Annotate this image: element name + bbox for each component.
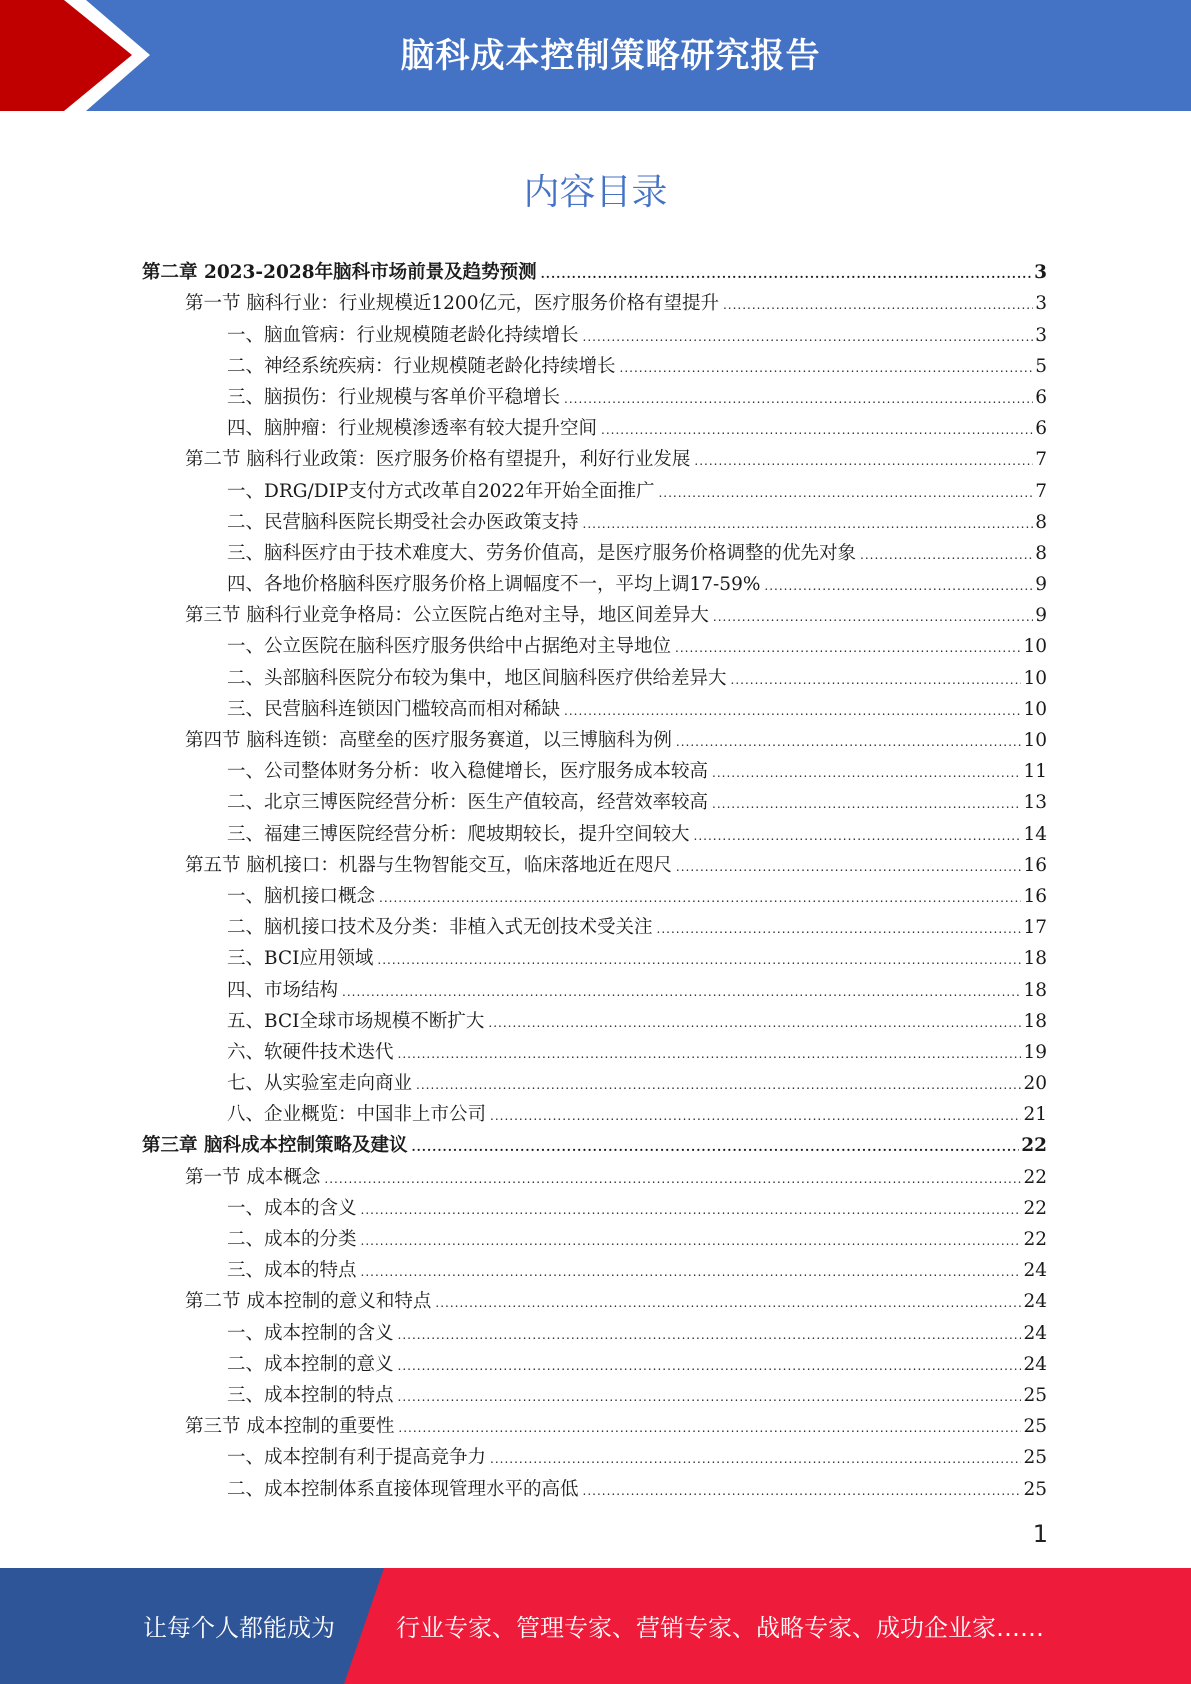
toc-leader-dots: [411, 1141, 1019, 1153]
toc-leader-dots: [377, 954, 1021, 966]
toc-leader-dots: [860, 549, 1033, 561]
toc-subsection[interactable]: [142, 1438, 1047, 1469]
toc-entry-text: 二、脑机接口技术及分类：非植入式无创技术受关注: [227, 917, 653, 939]
toc-section[interactable]: [142, 1282, 1047, 1313]
toc-entry-text: 三、成本的特点: [227, 1260, 357, 1282]
toc-subsection[interactable]: [142, 1469, 1047, 1500]
toc-page-number: 19: [1023, 1041, 1047, 1063]
toc-entry-text: 第三节 脑科行业竞争格局：公立医院占绝对主导，地区间差异大: [185, 605, 709, 627]
toc-subsection[interactable]: [142, 565, 1047, 596]
toc-page-number: 16: [1023, 854, 1047, 876]
toc-subsection[interactable]: [142, 939, 1047, 970]
toc-leader-dots: [490, 1110, 1021, 1122]
toc-leader-dots: [488, 1017, 1021, 1029]
toc-page-number: 17: [1023, 917, 1047, 939]
toc-entry-text: 二、北京三博医院经营分析：医生产值较高，经营效率较高: [227, 792, 709, 814]
toc-leader-dots: [764, 580, 1033, 592]
toc-page-number: 10: [1023, 636, 1047, 658]
toc-entry-text: 第二节 成本控制的意义和特点: [185, 1291, 432, 1313]
toc-page-number: 24: [1023, 1353, 1047, 1375]
toc-subsection[interactable]: [142, 877, 1047, 908]
toc-entry-text: 一、公司整体财务分析：收入稳健增长，医疗服务成本较高: [227, 761, 709, 783]
toc-page-number: 24: [1023, 1291, 1047, 1313]
toc-page-number: 11: [1023, 761, 1047, 783]
toc-page-number: 25: [1023, 1478, 1047, 1500]
toc-page-number: 22: [1023, 1229, 1047, 1250]
toc-entry-text: 四、市场结构: [227, 979, 339, 1001]
toc-subsection[interactable]: [142, 783, 1047, 814]
footer-slogan-left: 让每个人都能成为: [143, 1614, 335, 1642]
toc-leader-dots: [712, 798, 1021, 810]
toc-section[interactable]: [142, 1157, 1047, 1188]
toc-leader-dots: [583, 518, 1034, 530]
toc-entry-text: 八、企业概览：中国非上市公司: [227, 1104, 487, 1126]
toc-chapter[interactable]: [142, 1126, 1047, 1157]
toc-title: 内容目录: [523, 172, 668, 213]
toc-page-number: 18: [1023, 979, 1047, 1001]
toc-page-number: 14: [1023, 823, 1047, 845]
toc-entry-text: 五、BCI全球市场规模不断扩大: [227, 1010, 485, 1032]
toc-leader-dots: [564, 393, 1033, 405]
toc-leader-dots: [694, 830, 1022, 842]
toc-leader-dots: [398, 1391, 1022, 1403]
toc-entry-text: 二、成本控制的意义: [227, 1353, 394, 1375]
toc-section[interactable]: [142, 596, 1047, 627]
toc-subsection[interactable]: [142, 1095, 1047, 1126]
toc-subsection[interactable]: [142, 503, 1047, 534]
toc-page-number: 7: [1035, 480, 1047, 502]
toc-subsection[interactable]: [142, 752, 1047, 783]
toc-leader-dots: [583, 1485, 1022, 1497]
toc-page-number: 8: [1035, 511, 1047, 533]
toc-entry-text: 第一节 脑科行业：行业规模近1200亿元，医疗服务价格有望提升: [185, 293, 719, 315]
toc-page-number: 3: [1035, 293, 1047, 315]
toc-subsection[interactable]: [142, 814, 1047, 845]
toc-entry-text: 一、脑机接口概念: [227, 885, 376, 907]
toc-leader-dots: [379, 892, 1021, 904]
toc-leader-dots: [601, 424, 1033, 436]
page-number: 1: [1032, 1520, 1048, 1548]
toc-entry-text: 第二章 2023-2028年脑科市场前景及趋势预测: [142, 262, 537, 284]
toc-page-number: 18: [1023, 1010, 1047, 1032]
toc-entry-text: 六、软硬件技术迭代: [227, 1041, 394, 1063]
toc-page-number: 25: [1023, 1447, 1047, 1469]
toc-subsection[interactable]: [142, 970, 1047, 1001]
toc-leader-dots: [490, 1453, 1021, 1465]
toc-subsection[interactable]: [142, 471, 1047, 502]
toc-entry-text: 一、DRG/DIP支付方式改革自2022年开始全面推广: [227, 480, 655, 502]
toc-subsection[interactable]: [142, 315, 1047, 346]
toc-leader-dots: [564, 705, 1021, 717]
toc-subsection[interactable]: [142, 1064, 1047, 1095]
toc-leader-dots: [620, 362, 1034, 374]
toc-entry-text: 三、脑科医疗由于技术难度大、劳务价值高，是医疗服务价格调整的优先对象: [227, 542, 857, 564]
toc-section[interactable]: [142, 1407, 1047, 1438]
toc-subsection[interactable]: [142, 690, 1047, 721]
toc-leader-dots: [583, 331, 1034, 343]
toc-leader-dots: [398, 1329, 1022, 1341]
toc-subsection[interactable]: [142, 627, 1047, 658]
toc-page-number: 9: [1035, 574, 1047, 596]
toc-subsection[interactable]: [142, 658, 1047, 689]
toc-entry-text: 三、脑损伤：行业规模与客单价平稳增长: [227, 386, 561, 408]
toc-page-number: 10: [1023, 667, 1047, 689]
toc-subsection[interactable]: [142, 534, 1047, 565]
toc-chapter[interactable]: [142, 253, 1047, 284]
toc-page-number: 25: [1023, 1416, 1047, 1438]
toc-page-number: 13: [1023, 792, 1047, 814]
toc-page-number: 9: [1035, 605, 1047, 627]
toc-page-number: 8: [1035, 542, 1047, 564]
toc-entry-text: 一、成本控制的含义: [227, 1322, 394, 1344]
toc-entry-text: 第二节 脑科行业政策：医疗服务价格有望提升，利好行业发展: [185, 449, 691, 471]
toc-leader-dots: [416, 1079, 1021, 1091]
toc-page-number: 22: [1023, 1197, 1047, 1219]
report-title: 脑科成本控制策略研究报告: [400, 36, 821, 76]
footer-slogan-right: 行业专家、管理专家、营销专家、战略专家、成功企业家……: [396, 1614, 1044, 1642]
toc-leader-dots: [657, 923, 1022, 935]
toc-entry-text: 四、脑肿瘤：行业规模渗透率有较大提升空间: [227, 418, 598, 440]
toc-leader-dots: [361, 1235, 1022, 1247]
toc-entry-text: 三、福建三博医院经营分析：爬坡期较长，提升空间较大: [227, 823, 690, 845]
toc-subsection[interactable]: [142, 908, 1047, 939]
footer-banner: [0, 1568, 1191, 1684]
header-banner: [0, 0, 1191, 111]
toc-page-number: 24: [1023, 1260, 1047, 1282]
toc-page-number: 24: [1023, 1322, 1047, 1344]
toc-leader-dots: [676, 736, 1022, 748]
toc-leader-dots: [731, 674, 1022, 686]
toc-entry-text: 三、成本控制的特点: [227, 1384, 394, 1406]
toc-leader-dots: [676, 861, 1022, 873]
toc-page-number: 10: [1023, 698, 1047, 720]
toc-subsection[interactable]: [142, 1220, 1047, 1251]
toc-entry-text: 第三节 成本控制的重要性: [185, 1416, 395, 1438]
toc-leader-dots: [723, 299, 1033, 311]
toc-leader-dots: [675, 642, 1021, 654]
toc-leader-dots: [324, 1173, 1021, 1185]
table-of-contents: [142, 253, 1047, 1501]
toc-entry-text: 第五节 脑机接口：机器与生物智能交互，临床落地近在咫尺: [185, 854, 672, 876]
toc-leader-dots: [398, 1422, 1021, 1434]
toc-entry-text: 三、BCI应用领域: [227, 948, 374, 970]
toc-entry-text: 二、头部脑科医院分布较为集中，地区间脑科医疗供给差异大: [227, 667, 727, 689]
toc-leader-dots: [361, 1204, 1022, 1216]
toc-page-number: 10: [1023, 730, 1047, 751]
toc-subsection[interactable]: [142, 1313, 1047, 1344]
toc-leader-dots: [398, 1048, 1022, 1060]
toc-page-number: 22: [1023, 1166, 1047, 1188]
toc-page-number: 25: [1023, 1384, 1047, 1406]
toc-leader-dots: [435, 1297, 1021, 1309]
toc-subsection[interactable]: [142, 1189, 1047, 1220]
toc-entry-text: 四、各地价格脑科医疗服务价格上调幅度不一，平均上调17-59%: [227, 574, 761, 596]
toc-leader-dots: [713, 611, 1033, 623]
toc-leader-dots: [694, 455, 1033, 467]
toc-page-number: 21: [1023, 1104, 1047, 1126]
toc-entry-text: 二、成本的分类: [227, 1229, 357, 1250]
toc-page-number: 6: [1035, 386, 1047, 408]
toc-entry-text: 二、民营脑科医院长期受社会办医政策支持: [227, 511, 579, 533]
toc-page-number: 22: [1021, 1135, 1047, 1157]
toc-subsection[interactable]: [142, 1251, 1047, 1282]
toc-leader-dots: [398, 1360, 1022, 1372]
toc-entry-text: 第一节 成本概念: [185, 1166, 321, 1188]
toc-page-number: 18: [1023, 948, 1047, 970]
toc-entry-text: 第四节 脑科连锁：高壁垒的医疗服务赛道，以三博脑科为例: [185, 730, 672, 751]
toc-page-number: 6: [1035, 418, 1047, 440]
toc-page-number: 20: [1023, 1073, 1047, 1095]
toc-page-number: 3: [1035, 324, 1047, 346]
toc-leader-dots: [658, 487, 1033, 499]
toc-leader-dots: [712, 767, 1021, 779]
toc-subsection[interactable]: [142, 378, 1047, 409]
toc-section[interactable]: [142, 284, 1047, 315]
toc-section[interactable]: [142, 721, 1047, 752]
toc-subsection[interactable]: [142, 409, 1047, 440]
toc-page-number: 3: [1034, 262, 1047, 284]
toc-page-number: 7: [1035, 449, 1047, 471]
toc-entry-text: 一、脑血管病：行业规模随老龄化持续增长: [227, 324, 579, 346]
toc-entry-text: 第三章 脑科成本控制策略及建议: [142, 1135, 408, 1157]
toc-subsection[interactable]: [142, 1376, 1047, 1407]
toc-entry-text: 一、公立医院在脑科医疗服务供给中占据绝对主导地位: [227, 636, 672, 658]
toc-entry-text: 三、民营脑科连锁因门槛较高而相对稀缺: [227, 698, 561, 720]
toc-entry-text: 七、从实验室走向商业: [227, 1073, 413, 1095]
toc-page-number: 16: [1023, 885, 1047, 907]
toc-subsection[interactable]: [142, 1033, 1047, 1064]
toc-section[interactable]: [142, 440, 1047, 471]
toc-subsection[interactable]: [142, 1345, 1047, 1376]
toc-page-number: 5: [1035, 355, 1047, 377]
toc-leader-dots: [541, 268, 1033, 280]
toc-leader-dots: [342, 986, 1021, 998]
toc-entry-text: 二、神经系统疾病：行业规模随老龄化持续增长: [227, 355, 616, 377]
toc-leader-dots: [361, 1266, 1022, 1278]
toc-entry-text: 一、成本控制有利于提高竞争力: [227, 1447, 487, 1469]
toc-subsection[interactable]: [142, 347, 1047, 378]
toc-section[interactable]: [142, 846, 1047, 877]
toc-entry-text: 二、成本控制体系直接体现管理水平的高低: [227, 1478, 579, 1500]
toc-subsection[interactable]: [142, 1002, 1047, 1033]
toc-entry-text: 一、成本的含义: [227, 1197, 357, 1219]
